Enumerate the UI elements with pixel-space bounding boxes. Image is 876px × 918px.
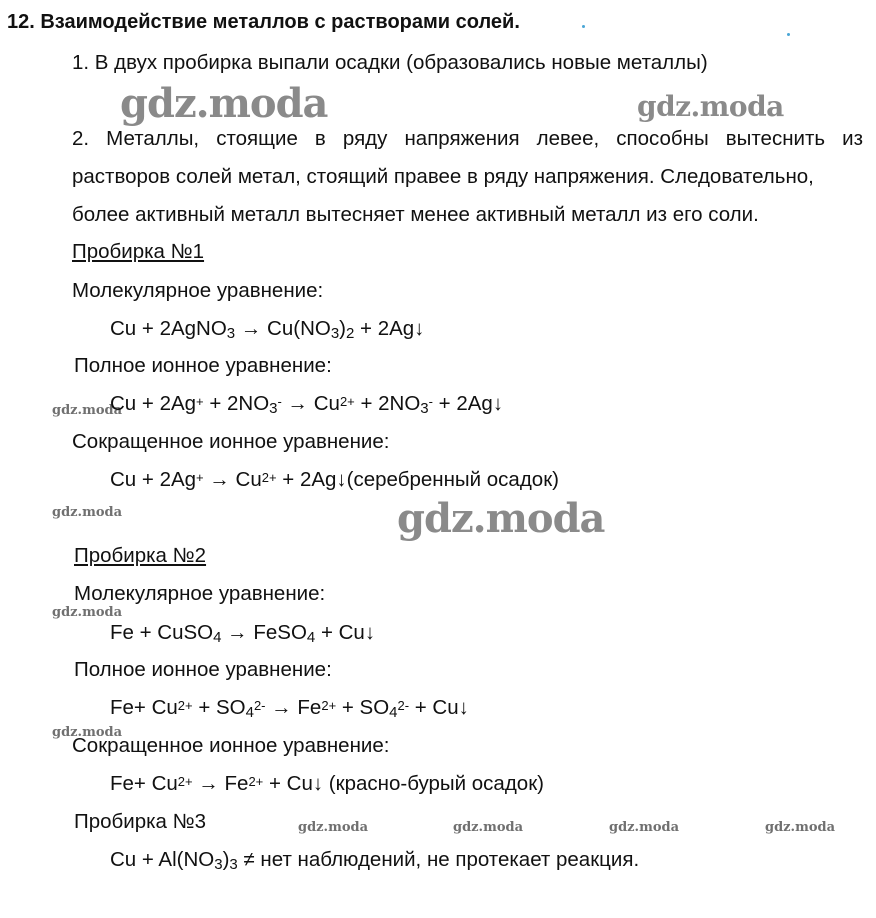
decorative-dot	[582, 25, 585, 28]
tube-2-short-ionic-label: Сокращенное ионное уравнение:	[72, 734, 390, 757]
tube-1-short-ionic-equation: $Cu + 2Ag^+ \to Cu^{2+}$ + 2Ag↓(серебренный осадок)	[110, 468, 559, 491]
tube-2-short-ionic-equation: $Fe+ Cu^{2+} \to Fe^{2+}$ + Cu↓ (красно-бурый осадок)	[110, 772, 544, 795]
watermark-small: gdz.moda	[52, 505, 123, 520]
tube-1-heading: Пробирка №1	[72, 240, 205, 263]
watermark-small: gdz.moda	[453, 820, 524, 835]
tube-1-molecular-equation: Cu + 2AgNO$_3$ → $Cu(NO_3)_2$ + 2Ag↓	[110, 317, 425, 342]
watermark-logo: gdz.moda	[397, 495, 605, 542]
watermark-small: gdz.moda	[52, 403, 123, 418]
paragraph-2-line-1: 2. Металлы, стоящие в ряду напряжения левее, способны вытеснить из	[72, 127, 863, 150]
watermark-small: gdz.moda	[765, 820, 836, 835]
tube-3-heading: Пробирка №3	[74, 810, 207, 833]
task-title: 12. Взаимодействие металлов с растворами солей.	[7, 11, 520, 33]
watermark-small: gdz.moda	[609, 820, 680, 835]
watermark-logo: gdz.moda	[120, 80, 328, 127]
decorative-dot	[787, 33, 790, 36]
tube-2-full-ionic-equation: $Fe+ Cu^{2+} + SO_4^{2-} \to Fe^{2+} + SO_4^{2-}$ + Cu↓	[110, 696, 469, 721]
tube-1-full-ionic-label: Полное ионное уравнение:	[74, 354, 332, 377]
tube-2-heading: Пробирка №2	[74, 544, 207, 567]
tube-3-equation: $Cu + Al(NO_3)_3$ ≠ нет наблюдений, не протекает реакция.	[110, 848, 640, 873]
watermark-small: gdz.moda	[52, 725, 123, 740]
tube-2-molecular-label: Молекулярное уравнение:	[74, 582, 326, 605]
paragraph-2-line-2: растворов солей метал, стоящий правее в ряду напряжения. Следовательно,	[72, 165, 814, 188]
tube-1-full-ionic-equation: $Cu + 2Ag^+ + 2NO_3^- \to Cu^{2+} + 2NO_3^-$ + 2Ag↓	[110, 392, 504, 417]
watermark-small: gdz.moda	[52, 605, 123, 620]
tube-2-full-ionic-label: Полное ионное уравнение:	[74, 658, 332, 681]
paragraph-1: 1. В двух пробирка выпали осадки (образовались новые металлы)	[72, 51, 708, 74]
watermark-small: gdz.moda	[298, 820, 369, 835]
watermark-logo: gdz.moda	[637, 90, 784, 123]
tube-1-molecular-label: Молекулярное уравнение:	[72, 279, 324, 302]
tube-1-short-ionic-label: Сокращенное ионное уравнение:	[72, 430, 390, 453]
tube-2-molecular-equation: Fe + CuSO$_4$ → FeSO$_4$ + Cu↓	[110, 621, 376, 646]
paragraph-2-line-3: более активный металл вытесняет менее активный металл из его соли.	[72, 203, 759, 226]
